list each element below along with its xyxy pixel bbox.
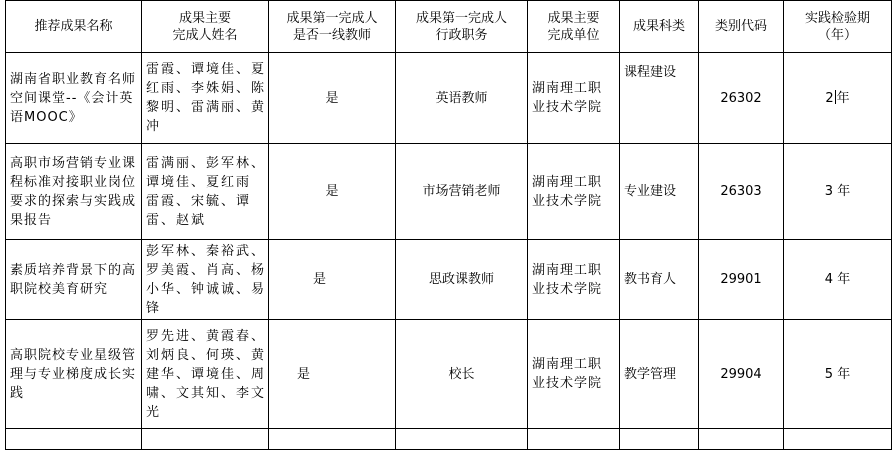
years-unit: 年 [837,366,851,382]
table-row [6,320,892,429]
cell-achievement-name: 高职市场营销专业课程标准对接职业岗位要求的探索与实践成果报告 [6,144,142,240]
cell-achievement-name: 高职院校专业星级管理与专业梯度成长实践 [6,320,142,429]
cell-persons: 彭军林、秦裕武、罗美霞、肖高、杨小华、钟诚诚、易 锋 [142,240,269,320]
cell-frontline: 是 [269,53,396,144]
years-number: 2 [825,90,834,106]
cell-years [784,144,892,240]
cell-code: 26302 [699,53,784,144]
cell-years [784,320,892,429]
cell-code: 29904 [699,320,784,429]
cell-position: 思政课教师 [396,240,528,320]
cell-unit: 湖南理工职业技术学院 [528,144,620,240]
cell-unit: 湖南理工职业技术学院 [528,320,620,429]
empty-cell [396,429,528,450]
cell-position: 校长 [396,320,528,429]
text-cursor [835,90,836,104]
cell-persons: 雷满丽、彭军林、谭境佳、夏红雨 雷霞、宋毓、谭雷、赵斌 [142,144,269,240]
cell-position: 英语教师 [396,53,528,144]
cell-persons: 罗先进、黄霞春、刘炳良、何瑛、黄建华、谭境佳、周啸、文其知、李文光 [142,320,269,429]
cell-category: 教书育人 [620,240,699,320]
header-frontline-teacher: 成果第一完成人 是否一线教师 [269,1,396,53]
table-row [6,240,892,320]
cell-years [784,240,892,320]
achievements-table [5,0,892,450]
empty-cell [620,429,699,450]
header-admin-position: 成果第一完成人 行政职务 [396,1,528,53]
header-row [6,1,892,53]
years-number: 4 [824,272,834,287]
cell-position: 市场营销老师 [396,144,528,240]
cell-achievement-name: 素质培养背景下的高职院校美育研究 [6,240,142,320]
header-unit: 成果主要 完成单位 [528,1,620,53]
cell-unit: 湖南理工职业技术学院 [528,240,620,320]
table-row [6,53,892,144]
empty-cell [269,429,396,450]
years-unit: 年 [837,272,851,287]
years-unit: 年 [836,90,850,106]
header-practice-years: 实践检验期 （年） [784,1,892,53]
years-number: 5 [824,366,834,382]
header-achievement-name: 推荐成果名称 [6,1,142,53]
cell-frontline: 是 [269,240,396,320]
years-unit: 年 [837,184,851,199]
table-row [6,144,892,240]
empty-cell [699,429,784,450]
cell-frontline: 是 [269,144,396,240]
cell-code: 26303 [699,144,784,240]
cell-category: 专业建设 [620,144,699,240]
cell-years[interactable] [784,53,892,144]
cell-achievement-name: 湖南省职业教育名师空间课堂--《会计英语MOOC》 [6,53,142,144]
cell-frontline: 是 [269,320,396,429]
header-code: 类别代码 [699,1,784,53]
cell-unit: 湖南理工职业技术学院 [528,53,620,144]
cell-category: 课程建设 [620,53,699,144]
empty-cell [6,429,142,450]
cell-persons: 雷霞、谭境佳、夏红雨、李姝娟、陈黎明、雷满丽、黄冲 [142,53,269,144]
empty-cell [142,429,269,450]
cell-category: 教学管理 [620,320,699,429]
years-number: 3 [824,184,834,199]
header-main-persons: 成果主要 完成人姓名 [142,1,269,53]
empty-cell [528,429,620,450]
cell-code: 29901 [699,240,784,320]
header-category: 成果科类 [620,1,699,53]
empty-cell [784,429,892,450]
table-row-empty [6,429,892,450]
